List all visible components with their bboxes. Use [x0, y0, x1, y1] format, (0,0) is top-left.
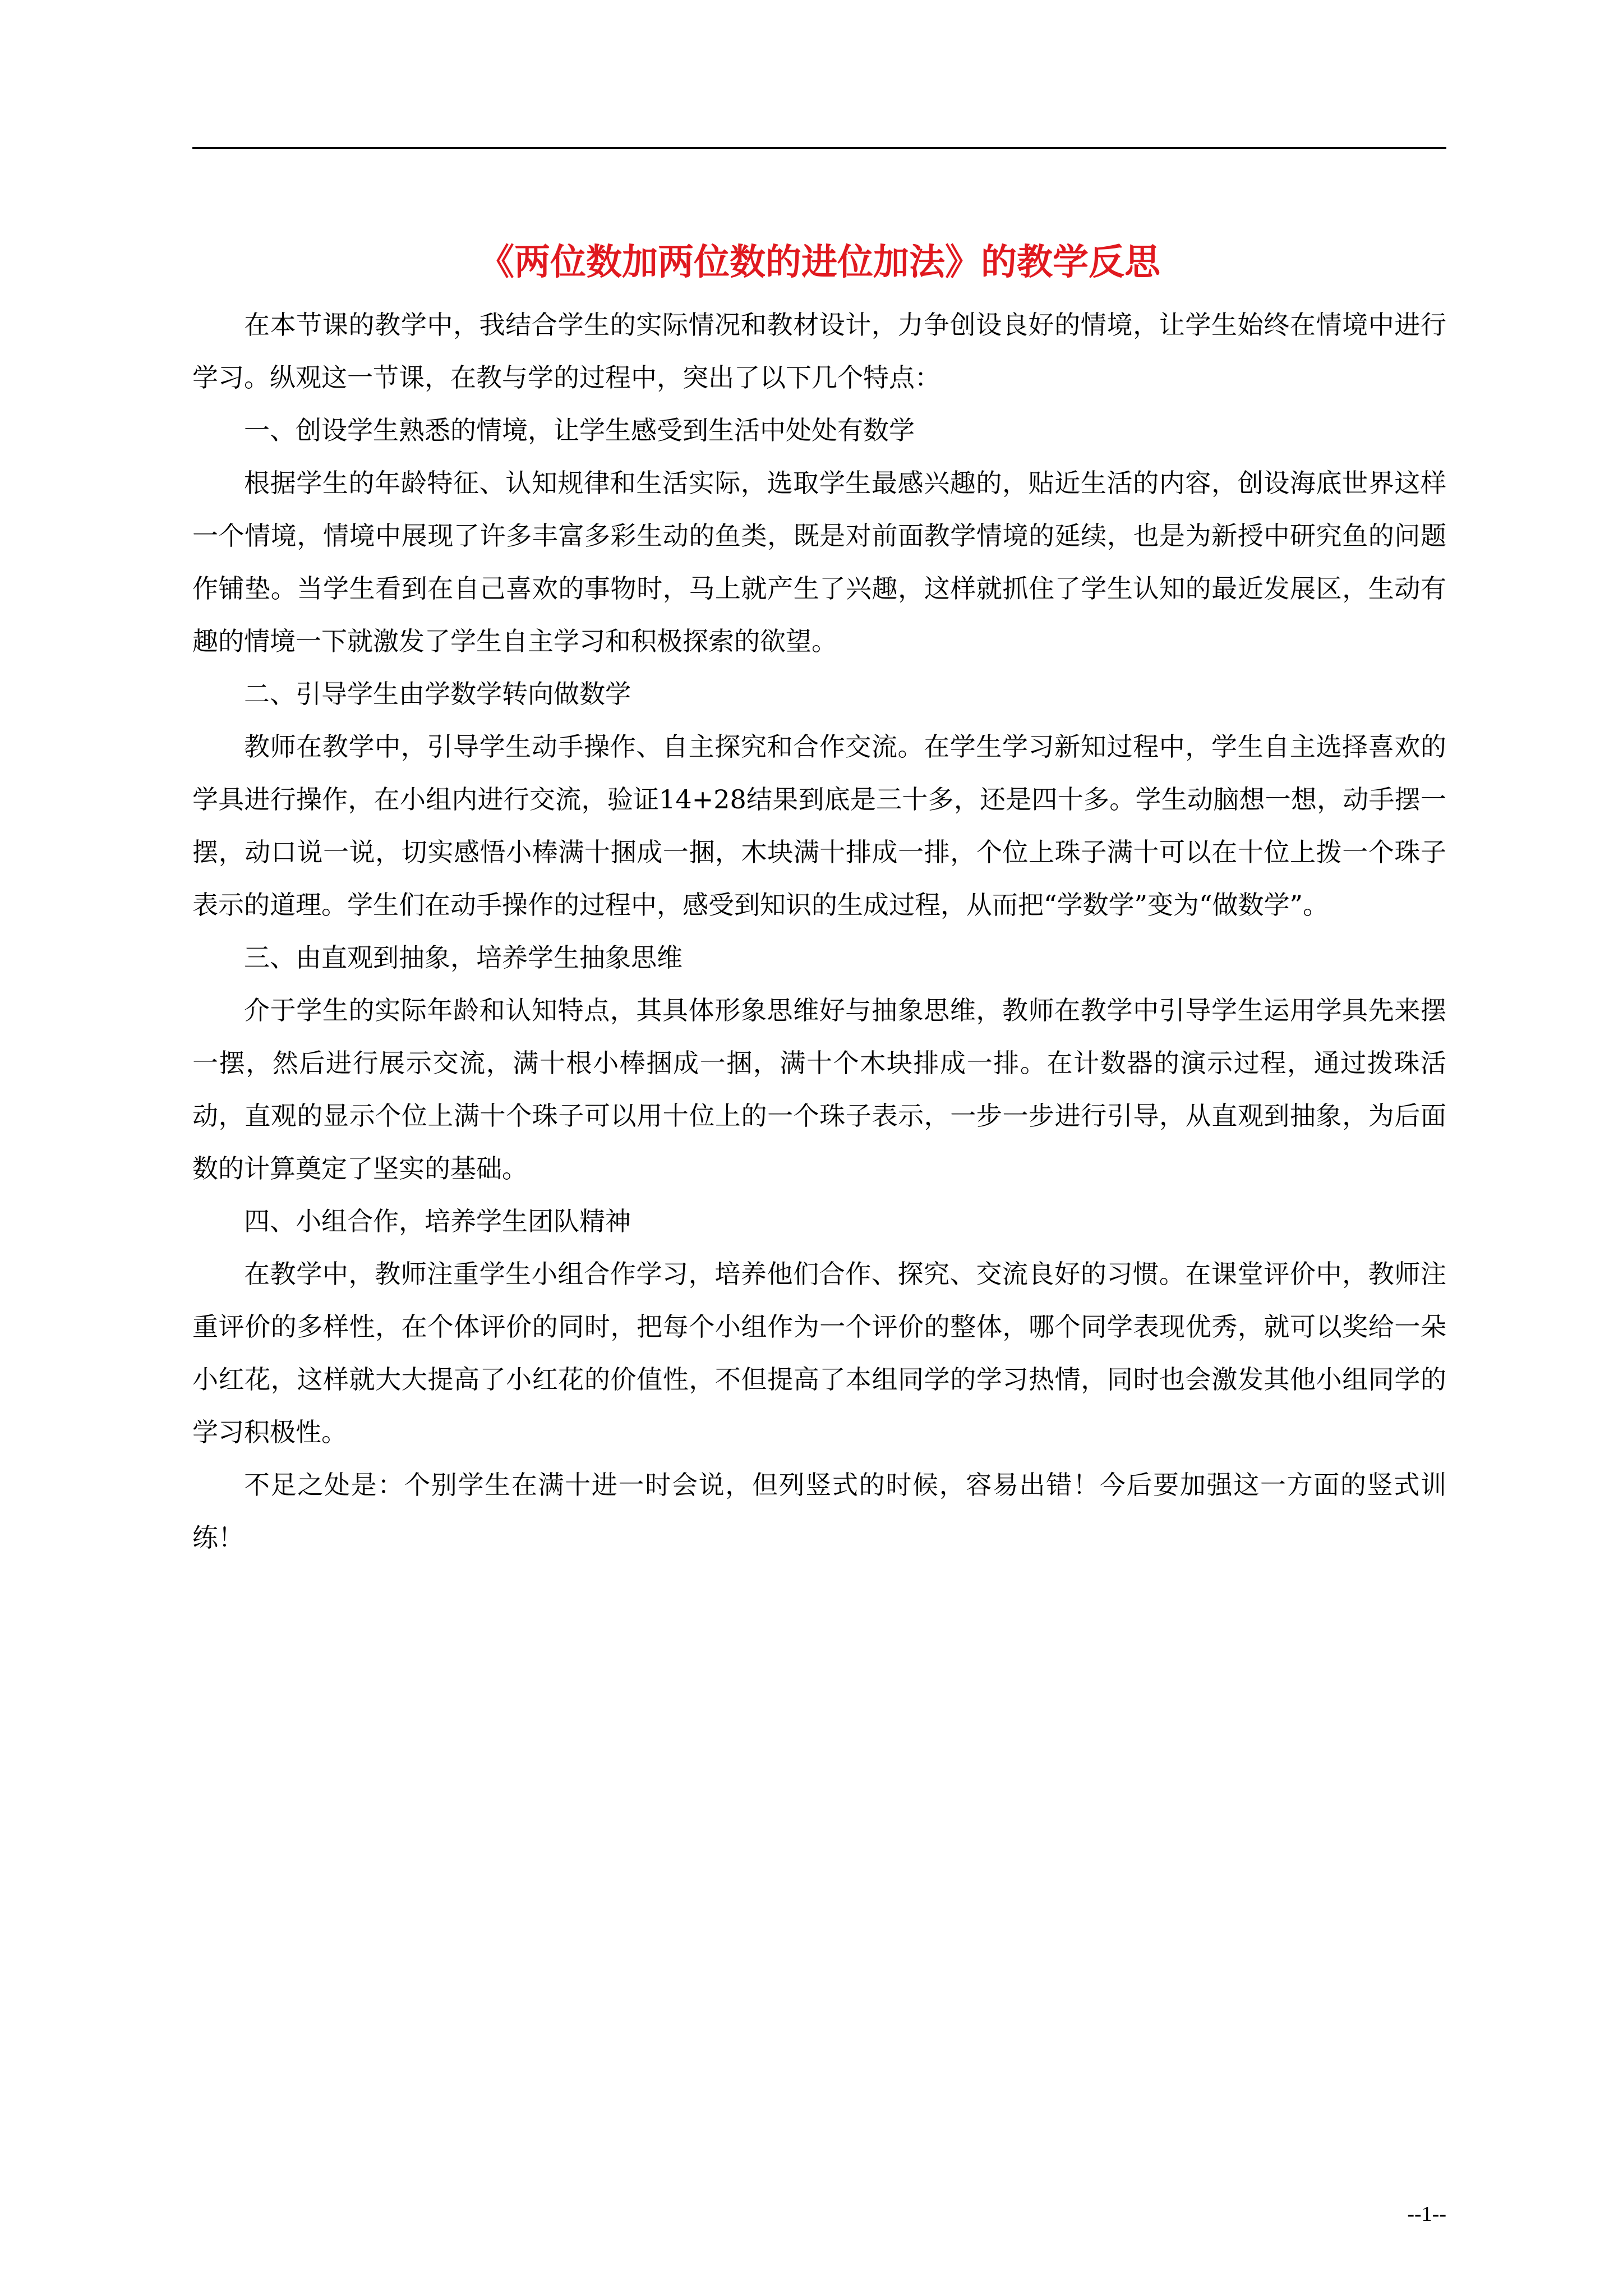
intro-paragraph: 在本节课的教学中，我结合学生的实际情况和教材设计，力争创设良好的情境，让学生始终在情境中进行学习。纵观这一节课，在教与学的过程中，突出了以下几个特点： — [192, 310, 1446, 393]
header-rule — [192, 147, 1446, 149]
section-heading-1: 一、创设学生熟悉的情境，让学生感受到生活中处处有数学 — [244, 415, 915, 445]
section-paragraph-2: 教师在教学中，引导学生动手操作、自主探究和合作交流。在学生学习新知过程中，学生自主选择喜欢的学具进行操作，在小组内进行交流，验证14+28结果到底是三十多，还是四十多。学生动脑想一想，动手摆一摆，动口说一说，切实感悟小棒满十捆成一捆，木块满十排成一排，个位上珠子满十可以在十位上拨一个珠子表示的道理。学生们在动手操作的过程中，感受到知识的生成过程，从而把“学数学”变为“做数学”。 — [192, 731, 1446, 920]
conclusion-paragraph: 不足之处是：个别学生在满十进一时会说，但列竖式的时候，容易出错！今后要加强这一方面的竖式训练！ — [192, 1470, 1446, 1553]
document-body — [192, 298, 1446, 1564]
page-number: --1-- — [1407, 2202, 1446, 2226]
section-heading-2: 二、引导学生由学数学转向做数学 — [244, 679, 631, 709]
section-heading-4: 四、小组合作，培养学生团队精神 — [244, 1206, 631, 1236]
document-title: 《两位数加两位数的进位加法》的教学反思 — [478, 241, 1160, 283]
section-paragraph-3: 介于学生的实际年龄和认知特点，其具体形象思维好与抽象思维，教师在教学中引导学生运用学具先来摆一摆，然后进行展示交流，满十根小棒捆成一捆，满十个木块排成一排。在计数器的演示过程，通过拨珠活动，直观的显示个位上满十个珠子可以用十位上的一个珠子表示，一步一步进行引导，从直观到抽象，为后面数的计算奠定了坚实的基础。 — [192, 995, 1446, 1184]
section-paragraph-4: 在教学中，教师注重学生小组合作学习，培养他们合作、探究、交流良好的习惯。在课堂评价中，教师注重评价的多样性，在个体评价的同时，把每个小组作为一个评价的整体，哪个同学表现优秀，就可以奖给一朵小红花，这样就大大提高了小红花的价值性，不但提高了本组同学的学习热情，同时也会激发其他小组同学的学习积极性。 — [192, 1259, 1446, 1447]
section-heading-3: 三、由直观到抽象，培养学生抽象思维 — [244, 942, 683, 973]
section-paragraph-1: 根据学生的年龄特征、认知规律和生活实际，选取学生最感兴趣的，贴近生活的内容，创设海底世界这样一个情境，情境中展现了许多丰富多彩生动的鱼类，既是对前面教学情境的延续，也是为新授中研究鱼的问题作铺垫。当学生看到在自己喜欢的事物时，马上就产生了兴趣，这样就抓住了学生认知的最近发展区，生动有趣的情境一下就激发了学生自主学习和积极探索的欲望。 — [192, 468, 1446, 656]
